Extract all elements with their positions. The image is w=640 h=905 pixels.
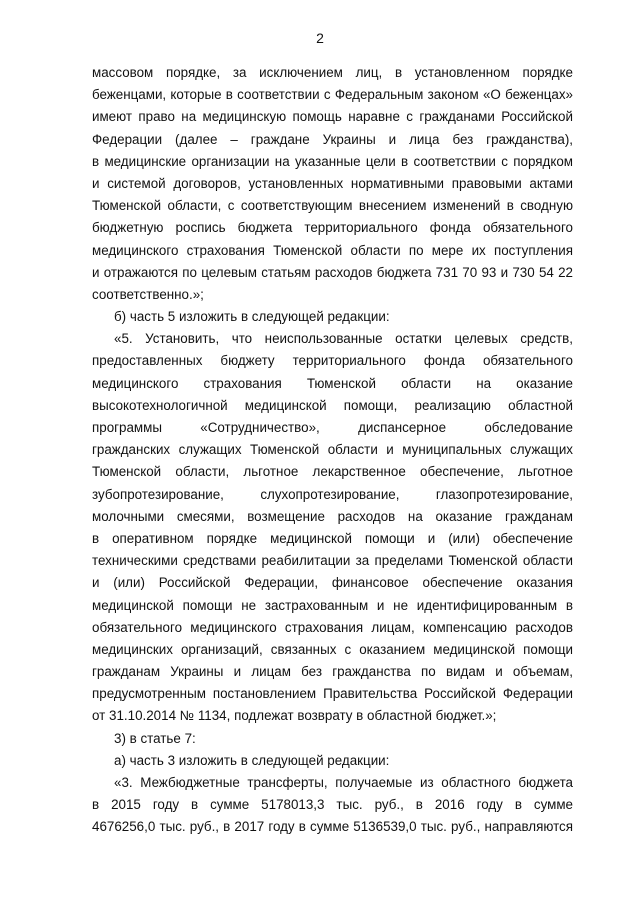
text-line: и отражаются по целевым статьям расходов бюджета 731 70 93 и 730 54 22 [92, 264, 573, 280]
text-line: в 2015 году в сумме 5178013,3 тыс. руб., в 2016 году в сумме [92, 797, 573, 813]
text-line: «3. Межбюджетные трансферты, получаемые из областного бюджета [114, 775, 573, 790]
text-line: программы «Сотрудничество», диспансерное обследование [92, 420, 573, 435]
text-line: молочными смесями, возмещение расходов на оказание гражданам [92, 508, 573, 524]
text-line: предусмотренным постановлением Правительства Российской Федерации [92, 686, 573, 702]
text-line: б) часть 5 изложить в следующей редакции: [114, 309, 390, 325]
text-line: в оперативном порядке медицинской помощи и (или) обеспечение [92, 530, 573, 546]
text-line: гражданам Украины и лицам без гражданства по видам и объемам, [92, 664, 573, 680]
text-line: гражданских служащих Тюменской области и муниципальных служащих [92, 442, 573, 458]
text-line: 3) в статье 7: [114, 730, 196, 746]
text-line: Тюменской области, льготное лекарственное обеспечение, льготное [92, 464, 573, 480]
text-line: и (или) Российской Федерации, финансовое обеспечение оказания [92, 575, 573, 591]
page-number: 2 [316, 30, 324, 46]
text-line: зубопротезирование, слухопротезирование, глазопротезирование, [92, 486, 573, 502]
text-line: и системой договоров, установленных нормативными правовыми актами [92, 175, 573, 191]
text-line: массовом порядке, за исключением лиц, в установленном порядке [92, 65, 573, 80]
text-line: медицинских организаций, связанных с оказанием медицинской помощи [92, 641, 573, 657]
text-line: соответственно.»; [92, 286, 204, 302]
text-line: медицинской помощи не застрахованным и не идентифицированным в [92, 597, 573, 613]
text-line: бюджетную роспись бюджета территориального фонда обязательного [92, 220, 573, 236]
text-line: 4676256,0 тыс. руб., в 2017 году в сумме 5136539,0 тыс. руб., направляются [92, 819, 573, 835]
text-line: беженцами, которые в соответствии с Федеральным законом «О беженцах» [92, 87, 573, 103]
document-body [92, 62, 573, 839]
text-line: медицинского страхования Тюменской области по мере их поступления [92, 242, 573, 258]
text-line: имеют право на медицинскую помощь наравне с гражданами Российской [92, 109, 573, 125]
text-line: высокотехнологичной медицинской помощи, реализацию областной [92, 397, 573, 413]
text-line: а) часть 3 изложить в следующей редакции: [114, 752, 390, 768]
text-line: «5. Установить, что неиспользованные остатки целевых средств, [114, 331, 573, 347]
text-line: предоставленных бюджету территориального фонда обязательного [92, 353, 573, 369]
text-line: от 31.10.2014 № 1134, подлежат возврату в областной бюджет.»; [92, 708, 497, 724]
text-line: в медицинские организации на указанные цели в соответствии с порядком [92, 153, 573, 169]
text-line: Федерации (далее – граждане Украины и лица без гражданства), [92, 131, 573, 147]
text-line: Тюменской области, с соответствующим внесением изменений в сводную [92, 198, 573, 214]
text-line: обязательного медицинского страхования лицам, компенсацию расходов [92, 619, 573, 635]
text-line: медицинского страхования Тюменской области на оказание [92, 375, 573, 391]
text-line: техническими средствами реабилитации за пределами Тюменской области [92, 553, 573, 569]
